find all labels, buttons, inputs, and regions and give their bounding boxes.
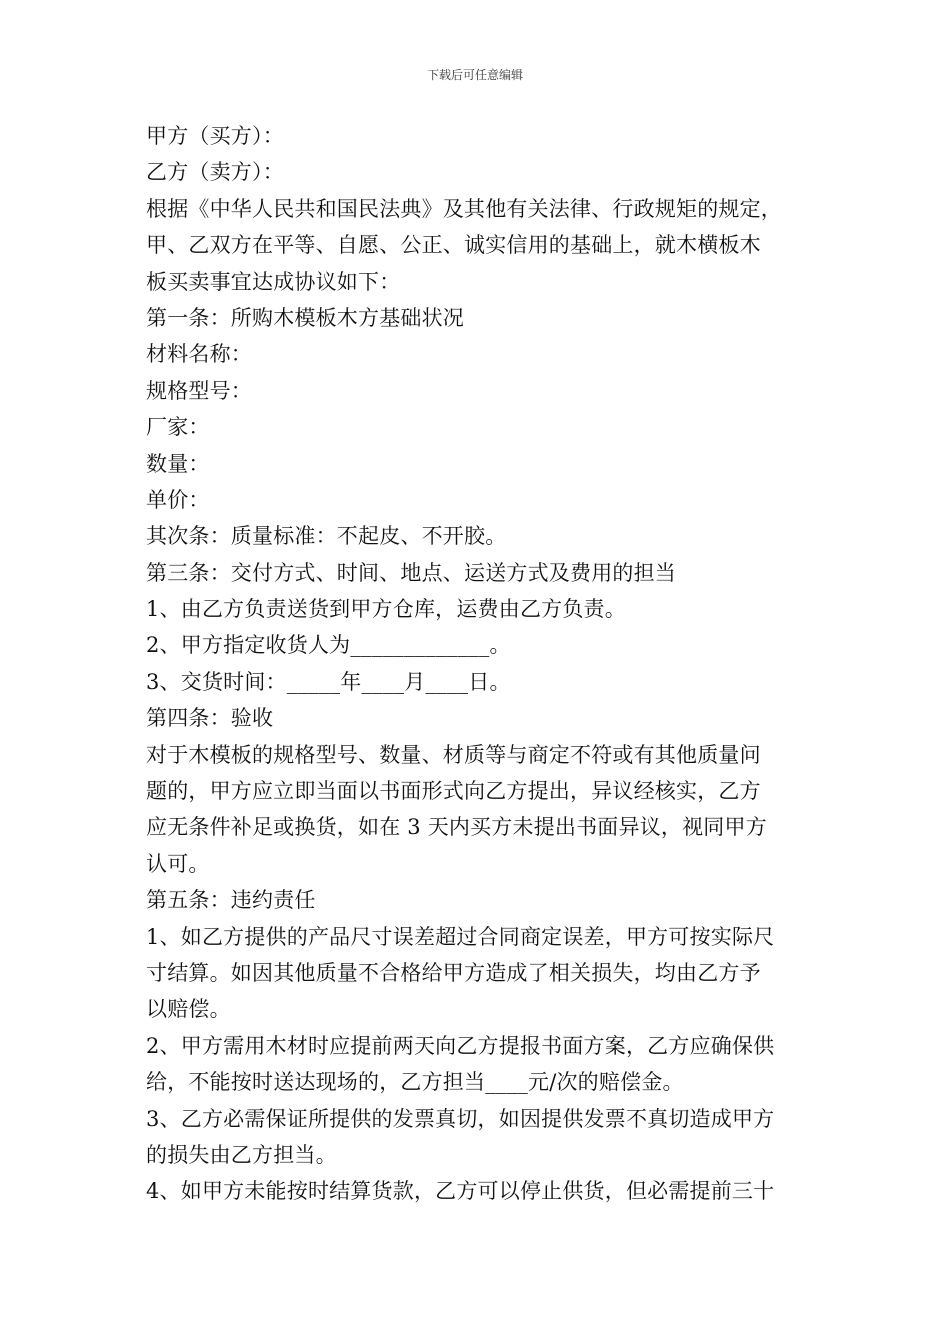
clause-line: 4、如甲方未能按时结算货款，乙方可以停止供货，但必需提前三十 (146, 1179, 775, 1204)
clause-line: 寸结算。如因其他质量不合格给甲方造成了相关损失，均由乙方予 (146, 960, 761, 985)
clause-line: 2、甲方指定收货人为_____________。 (146, 633, 511, 658)
clause-line: 以赔偿。 (146, 997, 231, 1022)
article-heading: 第三条：交付方式、时间、地点、运送方式及费用的担当 (146, 560, 676, 585)
spec-model-line: 规格型号： (146, 378, 252, 403)
paragraph-line: 对于木模板的规格型号、数量、材质等与商定不符或有其他质量问 (146, 742, 761, 767)
article-heading: 第一条：所购木模板木方基础状况 (146, 305, 464, 330)
clause-line: 给，不能按时送达现场的，乙方担当____元/次的赔偿金。 (146, 1070, 684, 1095)
paragraph-line: 应无条件补足或换货，如在 3 天内买方未提出书面异议，视同甲方 (146, 815, 767, 840)
clause-line: 1、如乙方提供的产品尺寸误差超过合同商定误差，甲方可按实际尺 (146, 924, 775, 949)
preamble-line: 板买卖事宜达成协议如下： (146, 269, 401, 294)
preamble-line: 根据《中华人民共和国民法典》及其他有关法律、行政规矩的规定， (146, 196, 782, 221)
clause-line: 2、甲方需用木材时应提前两天向乙方提报书面方案，乙方应确保供 (146, 1033, 775, 1058)
article-heading: 其次条：质量标准：不起皮、不开胶。 (146, 524, 507, 549)
unit-price-line: 单价： (146, 487, 210, 512)
page-header (0, 66, 950, 83)
paragraph-line: 题的，甲方应立即当面以书面形式向乙方提出，异议经核实，乙方 (146, 779, 761, 804)
article-heading: 第五条：违约责任 (146, 888, 316, 913)
preamble-line: 甲、乙双方在平等、自愿、公正、诚实信用的基础上，就木横板木 (146, 233, 761, 258)
article-heading: 第四条：验收 (146, 706, 274, 731)
quantity-line: 数量： (146, 451, 210, 476)
clause-line: 1、由乙方负责送货到甲方仓库，运费由乙方负责。 (146, 597, 626, 622)
clause-line: 的损失由乙方担当。 (146, 1142, 337, 1167)
party-a-line: 甲方（买方）： (146, 124, 284, 148)
clause-line: 3、乙方必需保证所提供的发票真切，如因提供发票不真切造成甲方 (146, 1106, 775, 1131)
manufacturer-line: 厂家： (146, 415, 210, 440)
paragraph-line: 认可。 (146, 851, 210, 876)
party-b-line: 乙方（卖方）： (146, 160, 284, 185)
document-body (146, 118, 816, 1210)
header-text: 下载后可任意编辑 (426, 68, 523, 82)
clause-line: 3、交货时间：_____年____月____日。 (146, 669, 511, 694)
material-name-line: 材料名称： (146, 342, 252, 367)
